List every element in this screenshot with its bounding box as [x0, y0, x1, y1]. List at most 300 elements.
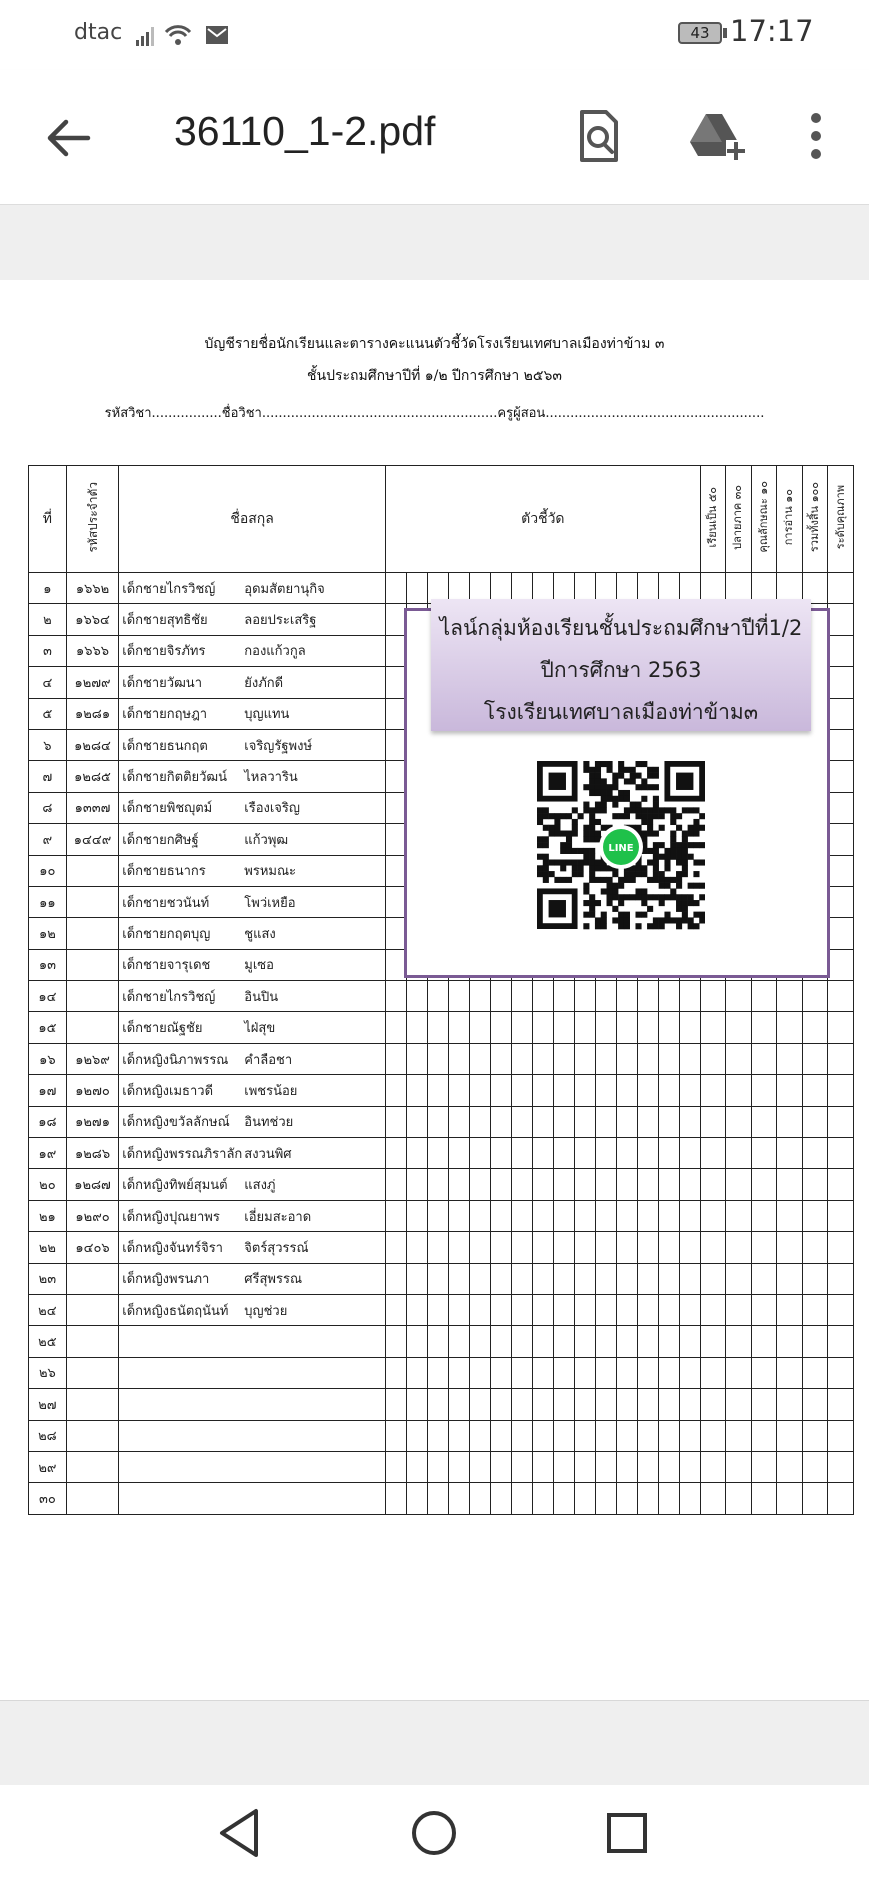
nav-recents-icon[interactable]	[597, 1803, 657, 1863]
score-cell	[658, 1012, 679, 1043]
score-cell	[700, 1043, 726, 1074]
score-cell	[658, 1294, 679, 1325]
student-name	[119, 1263, 386, 1294]
first-name: เด็กชายชวนันท์	[122, 895, 210, 911]
score-cell	[574, 1294, 595, 1325]
score-cell	[406, 1200, 427, 1231]
student-name	[119, 1232, 386, 1263]
row-number: ๒๔	[29, 1294, 67, 1325]
score-cell	[469, 1483, 490, 1514]
score-cell	[777, 1043, 803, 1074]
score-cell	[828, 1357, 854, 1388]
score-cell	[553, 1043, 574, 1074]
score-cell	[777, 1294, 803, 1325]
score-cell	[802, 1232, 828, 1263]
student-id	[66, 1012, 118, 1043]
score-cell	[427, 1200, 448, 1231]
score-cell	[511, 1169, 532, 1200]
score-cell	[726, 1043, 752, 1074]
score-cell	[553, 1200, 574, 1231]
score-cell	[595, 1232, 616, 1263]
student-name	[119, 1169, 386, 1200]
score-cell	[828, 981, 854, 1012]
status-bar	[0, 0, 869, 70]
student-id: ๑๓๓๗	[66, 792, 118, 823]
score-cell	[726, 1263, 752, 1294]
score-cell	[751, 1106, 777, 1137]
score-cell	[406, 1326, 427, 1357]
row-number: ๑๑	[29, 886, 67, 917]
score-cell	[532, 1326, 553, 1357]
score-cell	[553, 1483, 574, 1514]
student-name	[119, 1357, 386, 1388]
row-number: ๑๓	[29, 949, 67, 980]
score-cell	[828, 1420, 854, 1451]
score-cell	[637, 1451, 658, 1482]
last-name: ศรีสุพรรณ	[244, 1272, 303, 1288]
student-id	[66, 1326, 118, 1357]
clock: 17:17	[730, 14, 814, 48]
last-name: เรืองเจริญ	[244, 801, 300, 817]
score-cell	[751, 1200, 777, 1231]
first-name: เด็กหญิงเมธาวดี	[122, 1083, 214, 1099]
score-cell	[385, 1200, 406, 1231]
score-cell	[595, 1483, 616, 1514]
score-cell	[532, 1169, 553, 1200]
score-cell	[828, 1200, 854, 1231]
doc-heading-2: ชั้นประถมศึกษาปีที่ ๑/๒ ปีการศึกษา ๒๕๖๓	[307, 368, 562, 384]
score-cell	[595, 1326, 616, 1357]
score-cell	[490, 1326, 511, 1357]
last-name: บุญช่วย	[244, 1303, 288, 1319]
score-cell	[616, 1389, 637, 1420]
score-cell	[553, 1232, 574, 1263]
score-cell	[595, 1420, 616, 1451]
table-row	[29, 1200, 854, 1231]
score-cell	[726, 1012, 752, 1043]
score-cell	[595, 1043, 616, 1074]
score-cell	[700, 1200, 726, 1231]
student-id: ๑๖๖๒	[66, 573, 118, 604]
nav-home-icon[interactable]	[404, 1803, 464, 1863]
score-cell	[406, 1169, 427, 1200]
score-cell	[700, 1483, 726, 1514]
col-header-score-4: การอ่าน ๑๐	[777, 466, 803, 573]
last-name: ไฝ่สุข	[244, 1021, 276, 1037]
table-row	[29, 1138, 854, 1169]
score-cell	[700, 981, 726, 1012]
score-cell	[802, 1075, 828, 1106]
score-cell	[574, 1263, 595, 1294]
nav-back-icon[interactable]	[212, 1803, 272, 1863]
score-cell	[658, 1263, 679, 1294]
table-row	[29, 1075, 854, 1106]
score-cell	[726, 1389, 752, 1420]
score-cell	[616, 1294, 637, 1325]
score-cell	[700, 1389, 726, 1420]
score-cell	[406, 1106, 427, 1137]
table-row	[29, 1357, 854, 1388]
student-id	[66, 886, 118, 917]
score-cell	[616, 1106, 637, 1137]
row-number: ๓๐	[29, 1483, 67, 1514]
score-cell	[469, 1075, 490, 1106]
student-id	[66, 1263, 118, 1294]
score-cell	[553, 1138, 574, 1169]
row-number: ๒๓	[29, 1263, 67, 1294]
student-id	[66, 1294, 118, 1325]
score-cell	[637, 981, 658, 1012]
score-cell	[828, 1451, 854, 1482]
score-cell	[679, 1389, 700, 1420]
first-name: เด็กชายกศิษฐ์	[122, 832, 199, 848]
score-cell	[679, 1232, 700, 1263]
col-header-no: ที่	[29, 466, 67, 573]
score-cell	[511, 1075, 532, 1106]
score-cell	[828, 1012, 854, 1043]
score-cell	[427, 1294, 448, 1325]
score-cell	[469, 1326, 490, 1357]
last-name: ยังภักดี	[244, 675, 284, 691]
student-name	[119, 949, 386, 980]
col-header-indicators: ตัวชี้วัด	[385, 466, 700, 573]
score-cell	[595, 1389, 616, 1420]
table-row	[29, 1326, 854, 1357]
score-cell	[828, 886, 854, 917]
score-cell	[448, 1075, 469, 1106]
battery-tip	[723, 28, 727, 38]
score-cell	[427, 1012, 448, 1043]
score-cell	[532, 1043, 553, 1074]
score-cell	[532, 1483, 553, 1514]
student-name	[119, 1326, 386, 1357]
score-cell	[532, 1357, 553, 1388]
score-cell	[679, 981, 700, 1012]
score-cell	[448, 1483, 469, 1514]
student-name	[119, 1483, 386, 1514]
score-cell	[828, 635, 854, 666]
first-name: เด็กชายธนกฤต	[122, 738, 208, 754]
score-cell	[595, 1012, 616, 1043]
row-number: ๑๕	[29, 1012, 67, 1043]
last-name: แสงภู่	[244, 1178, 276, 1194]
score-cell	[490, 1043, 511, 1074]
score-cell	[658, 1357, 679, 1388]
score-cell	[658, 1232, 679, 1263]
student-id	[66, 1357, 118, 1388]
score-cell	[490, 1483, 511, 1514]
score-cell	[532, 1200, 553, 1231]
last-name: จิตร์สุวรรณ์	[244, 1240, 309, 1256]
score-cell	[406, 573, 427, 604]
score-cell	[490, 1263, 511, 1294]
row-number: ๒๐	[29, 1169, 67, 1200]
score-cell	[511, 1232, 532, 1263]
score-cell	[511, 1263, 532, 1294]
student-name	[119, 698, 386, 729]
score-cell	[700, 1326, 726, 1357]
score-cell	[427, 1420, 448, 1451]
find-in-page-icon[interactable]	[568, 106, 628, 166]
add-to-drive-icon[interactable]	[686, 106, 746, 166]
score-cell	[385, 1389, 406, 1420]
score-cell	[802, 981, 828, 1012]
score-cell	[777, 1326, 803, 1357]
score-cell	[658, 1483, 679, 1514]
first-name: เด็กชายสุทธิชัย	[122, 613, 208, 629]
score-cell	[679, 1138, 700, 1169]
score-cell	[406, 1263, 427, 1294]
score-cell	[511, 1483, 532, 1514]
score-cell	[511, 1106, 532, 1137]
score-cell	[574, 1169, 595, 1200]
last-name: เจริญรัฐพงษ์	[244, 738, 313, 754]
more-options-icon[interactable]	[792, 106, 852, 166]
student-name	[119, 1012, 386, 1043]
score-cell	[406, 1483, 427, 1514]
score-cell	[511, 1451, 532, 1482]
score-cell	[448, 1357, 469, 1388]
line-group-card	[404, 608, 830, 978]
score-cell	[726, 1169, 752, 1200]
student-id: ๑๒๗๐	[66, 1075, 118, 1106]
row-number: ๑๖	[29, 1043, 67, 1074]
student-name	[119, 635, 386, 666]
last-name: แก้วพุฒ	[244, 832, 289, 848]
score-cell	[469, 1106, 490, 1137]
last-name: อินทช่วย	[244, 1115, 294, 1131]
score-cell	[616, 1075, 637, 1106]
score-cell	[595, 1451, 616, 1482]
student-name	[119, 1200, 386, 1231]
row-number: ๒๕	[29, 1326, 67, 1357]
first-name: เด็กชายธนากร	[122, 864, 206, 880]
student-id: ๑๒๗๑	[66, 1106, 118, 1137]
row-number: ๙	[29, 824, 67, 855]
last-name: ไหลวาริน	[244, 770, 298, 786]
score-cell	[700, 1357, 726, 1388]
score-cell	[385, 1420, 406, 1451]
first-name: เด็กหญิงนิภาพรรณ	[122, 1052, 229, 1068]
score-cell	[448, 1106, 469, 1137]
score-cell	[700, 1451, 726, 1482]
row-number: ๖	[29, 729, 67, 760]
score-cell	[532, 1075, 553, 1106]
score-cell	[490, 1200, 511, 1231]
score-cell	[469, 1357, 490, 1388]
score-cell	[448, 1043, 469, 1074]
score-cell	[427, 1232, 448, 1263]
score-cell	[385, 1357, 406, 1388]
last-name: ลอยประเสริฐ	[244, 613, 317, 629]
score-cell	[553, 1012, 574, 1043]
score-cell	[427, 1043, 448, 1074]
score-cell	[700, 1169, 726, 1200]
score-cell	[532, 1263, 553, 1294]
score-cell	[679, 1106, 700, 1137]
doc-heading-3: รหัสวิชา.................ชื่อวิชา.........................................................ครูผู้สอน.....................................................	[104, 406, 765, 421]
score-cell	[828, 1326, 854, 1357]
student-id: ๑๖๖๖	[66, 635, 118, 666]
student-name	[119, 824, 386, 855]
carrier-label: dtac	[74, 20, 123, 45]
back-arrow-icon[interactable]	[40, 110, 96, 166]
score-cell	[726, 1075, 752, 1106]
score-cell	[828, 1043, 854, 1074]
score-cell	[532, 1420, 553, 1451]
score-cell	[469, 1138, 490, 1169]
student-name	[119, 1075, 386, 1106]
score-cell	[406, 1357, 427, 1388]
score-cell	[828, 1232, 854, 1263]
col-header-name: ชื่อสกุล	[119, 466, 386, 573]
score-cell	[490, 1169, 511, 1200]
score-cell	[553, 1357, 574, 1388]
card-line-1: ไลน์กลุ่มห้องเรียนชั้นประถมศึกษาปีที่1/2	[439, 616, 803, 640]
row-number: ๒๙	[29, 1451, 67, 1482]
row-number: ๓	[29, 635, 67, 666]
score-cell	[679, 1483, 700, 1514]
student-id: ๑๒๘๕	[66, 761, 118, 792]
viewer-background-bottom	[0, 1700, 869, 1785]
student-id: ๑๒๘๔	[66, 729, 118, 760]
score-cell	[777, 1012, 803, 1043]
first-name: เด็กหญิงธนัตฤนันท์	[122, 1303, 229, 1319]
score-cell	[511, 1200, 532, 1231]
student-name	[119, 573, 386, 604]
signal-wifi-mail-icons	[136, 22, 236, 48]
score-cell	[385, 1106, 406, 1137]
score-cell	[751, 1169, 777, 1200]
score-cell	[802, 1357, 828, 1388]
score-cell	[726, 1200, 752, 1231]
score-cell	[511, 1294, 532, 1325]
score-cell	[637, 1012, 658, 1043]
score-cell	[427, 981, 448, 1012]
score-cell	[427, 1389, 448, 1420]
last-name: เอี่ยมสะอาด	[244, 1209, 312, 1225]
table-row	[29, 1106, 854, 1137]
score-cell	[595, 1075, 616, 1106]
score-cell	[595, 981, 616, 1012]
score-cell	[751, 1232, 777, 1263]
score-cell	[726, 1357, 752, 1388]
student-name	[119, 1294, 386, 1325]
table-row	[29, 1294, 854, 1325]
score-cell	[828, 1075, 854, 1106]
battery-icon	[678, 22, 722, 44]
score-cell	[448, 1326, 469, 1357]
student-id: ๑๔๔๙	[66, 824, 118, 855]
app-bar	[0, 70, 869, 205]
score-cell	[616, 1232, 637, 1263]
card-line-3: โรงเรียนเทศบาลเมืองท่าข้าม๓	[483, 700, 759, 724]
score-cell	[658, 1043, 679, 1074]
score-cell	[574, 1357, 595, 1388]
first-name: เด็กชายณัฐชัย	[122, 1021, 203, 1037]
score-cell	[616, 1043, 637, 1074]
score-cell	[553, 1451, 574, 1482]
score-cell	[595, 1169, 616, 1200]
score-cell	[751, 1075, 777, 1106]
score-cell	[726, 1232, 752, 1263]
score-cell	[751, 1451, 777, 1482]
row-number: ๒๖	[29, 1357, 67, 1388]
score-cell	[574, 1232, 595, 1263]
row-number: ๒๘	[29, 1420, 67, 1451]
table-row	[29, 1389, 854, 1420]
score-cell	[726, 1420, 752, 1451]
score-cell	[532, 981, 553, 1012]
score-cell	[828, 918, 854, 949]
score-cell	[385, 1138, 406, 1169]
score-cell	[406, 1043, 427, 1074]
student-name	[119, 886, 386, 917]
score-cell	[637, 1263, 658, 1294]
score-cell	[828, 729, 854, 760]
score-cell	[637, 1389, 658, 1420]
score-cell	[751, 1294, 777, 1325]
score-cell	[490, 1389, 511, 1420]
line-logo-label: LINE	[608, 843, 634, 854]
score-cell	[679, 1451, 700, 1482]
score-cell	[726, 1483, 752, 1514]
score-cell	[427, 1106, 448, 1137]
score-cell	[828, 1106, 854, 1137]
score-cell	[637, 1420, 658, 1451]
score-cell	[385, 1294, 406, 1325]
score-cell	[700, 1420, 726, 1451]
doc-heading-1: บัญชีรายชื่อนักเรียนและตารางคะแนนตัวชี้วัดโรงเรียนเทศบาลเมืองท่าข้าม ๓	[204, 336, 665, 352]
score-cell	[385, 1043, 406, 1074]
student-id: ๑๒๘๑	[66, 698, 118, 729]
table-header-row	[29, 466, 854, 573]
last-name: เพชรน้อย	[244, 1083, 298, 1099]
student-name	[119, 604, 386, 635]
score-cell	[406, 1420, 427, 1451]
qr-code[interactable]	[537, 761, 705, 933]
score-cell	[679, 1357, 700, 1388]
score-cell	[726, 1138, 752, 1169]
student-id	[66, 1389, 118, 1420]
score-cell	[511, 1420, 532, 1451]
score-cell	[802, 1200, 828, 1231]
last-name: อินปิน	[244, 989, 279, 1005]
first-name: เด็กหญิงทิพย์สุมนต์	[122, 1178, 228, 1194]
score-cell	[490, 1106, 511, 1137]
score-cell	[574, 1075, 595, 1106]
student-id: ๑๒๖๙	[66, 1043, 118, 1074]
score-cell	[828, 1294, 854, 1325]
score-cell	[532, 1012, 553, 1043]
score-cell	[726, 1326, 752, 1357]
score-cell	[777, 1357, 803, 1388]
score-cell	[553, 1389, 574, 1420]
score-cell	[490, 1451, 511, 1482]
score-cell	[802, 1483, 828, 1514]
score-cell	[726, 1294, 752, 1325]
row-number: ๑๐	[29, 855, 67, 886]
table-row	[29, 1169, 854, 1200]
score-cell	[679, 1200, 700, 1231]
score-cell	[469, 1451, 490, 1482]
score-cell	[385, 981, 406, 1012]
card-line-2: ปีการศึกษา 2563	[540, 658, 702, 682]
score-cell	[679, 1294, 700, 1325]
score-cell	[658, 1106, 679, 1137]
score-cell	[469, 1420, 490, 1451]
score-cell	[777, 1420, 803, 1451]
